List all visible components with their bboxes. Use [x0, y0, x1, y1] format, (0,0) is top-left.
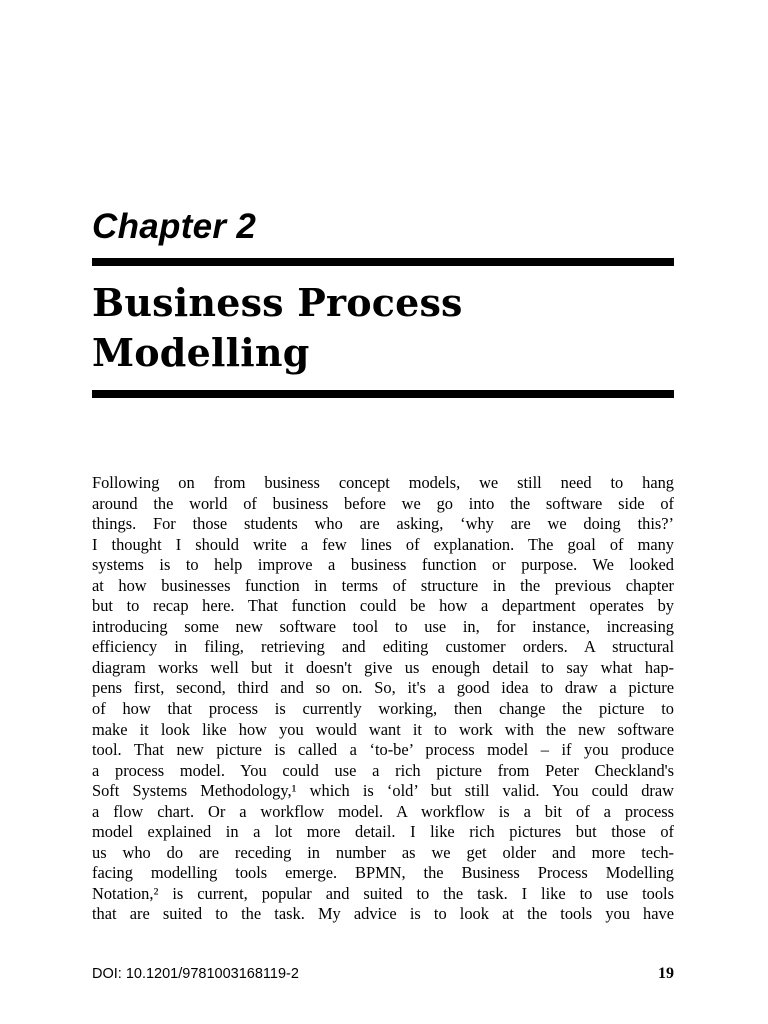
body-line: diagram works well but it doesn't give us enough detail to say what hap- — [92, 657, 674, 677]
body-line: Following on from business concept models, we still need to hang — [92, 473, 674, 492]
chapter-title-line: Modelling — [92, 330, 310, 375]
body-line: of how that process is currently working, then change the picture to — [92, 699, 674, 719]
body-line: introducing some new software tool to use in, for instance, increasing — [92, 616, 674, 636]
body-line: things. For those students who are asking, ‘why are we doing this?’ — [92, 514, 674, 534]
body-line: efficiency in filing, retrieving and editing customer orders. A structural — [92, 637, 674, 657]
body-line: at how businesses function in terms of structure in the previous chapter — [92, 575, 674, 595]
body-line: Soft Systems Methodology,¹ which is ‘old’ but still valid. You could draw — [92, 781, 674, 801]
chapter-title — [92, 278, 674, 378]
body-line: Notation,² is current, popular and suited to the task. I like to use tools — [92, 883, 674, 903]
body-paragraph — [92, 473, 674, 925]
body-line: but to recap here. That function could be how a department operates by — [92, 596, 674, 616]
body-line: pens first, second, third and so on. So, it's a good idea to draw a picture — [92, 678, 674, 698]
top-rule — [92, 258, 674, 266]
doi-footer: DOI: 10.1201/9781003168119-2 — [92, 966, 299, 982]
body-line: I thought I should write a few lines of explanation. The goal of many — [92, 534, 674, 554]
page-number: 19 — [658, 965, 674, 982]
body-line: us who do are receding in number as we get older and more tech- — [92, 842, 674, 862]
body-line: systems is to help improve a business function or purpose. We looked — [92, 555, 674, 575]
body-line: a process model. You could use a rich picture from Peter Checkland's — [92, 760, 674, 780]
body-line: a flow chart. Or a workflow model. A workflow is a bit of a process — [92, 801, 674, 821]
bottom-rule — [92, 390, 674, 398]
body-line: around the world of business before we go into the software side of — [92, 493, 674, 513]
body-line: tool. That new picture is called a ‘to-be’ process model – if you produce — [92, 740, 674, 760]
chapter-title-line: Business Process — [92, 280, 463, 325]
body-line: that are suited to the task. My advice is to look at the tools you have — [92, 904, 674, 924]
body-line: model explained in a lot more detail. I like rich pictures but those of — [92, 822, 674, 842]
body-line: make it look like how you would want it to work with the new software — [92, 719, 674, 739]
body-line: facing modelling tools emerge. BPMN, the Business Process Modelling — [92, 863, 674, 883]
chapter-label: Chapter 2 — [92, 207, 257, 246]
